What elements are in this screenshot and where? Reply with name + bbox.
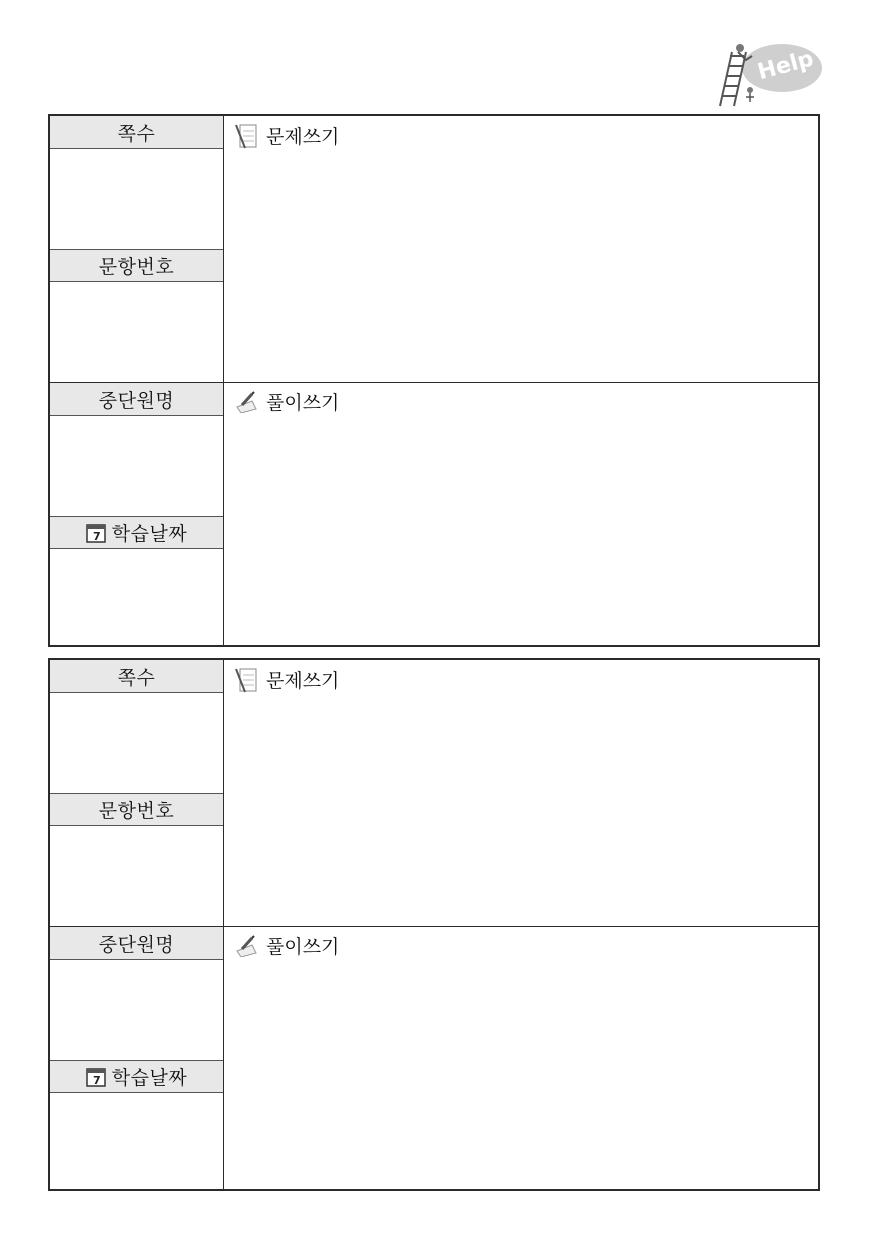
svg-text:7: 7 [92, 1073, 101, 1087]
info-column [50, 660, 224, 1189]
question-number-label [50, 793, 223, 826]
problem-section-title [234, 666, 339, 693]
problem-title-text: 문제쓰기 [266, 670, 340, 692]
question-number-label [50, 249, 223, 282]
study-date-label [50, 516, 223, 549]
notepad-icon [234, 123, 258, 149]
unit-name-label [50, 383, 223, 416]
pencil-paper-icon [234, 391, 258, 413]
svg-text:7: 7 [92, 529, 101, 543]
solution-section-title [234, 388, 339, 415]
info-column [50, 116, 224, 645]
ladder-help-logo [712, 40, 822, 110]
study-date-label-text: 학습날짜 [111, 1067, 188, 1089]
note-card [48, 658, 820, 1191]
problem-title-text: 문제쓰기 [266, 126, 340, 148]
page-label [50, 116, 223, 149]
study-date-label-text: 학습날짜 [111, 523, 188, 545]
calendar-icon [86, 523, 106, 543]
unit-name-label [50, 927, 223, 960]
unit-name-label-text: 중단원명 [98, 389, 175, 412]
page-label-text: 쪽수 [117, 666, 156, 689]
question-number-label-text: 문항번호 [98, 800, 175, 822]
solution-title-text: 풀이쓰기 [266, 936, 340, 958]
problem-section-title [234, 122, 339, 149]
svg-text:Help: Help [755, 46, 817, 86]
solution-title-text: 풀이쓰기 [266, 392, 340, 414]
calendar-icon [86, 1067, 106, 1087]
notepad-icon [234, 667, 258, 693]
unit-name-label-text: 중단원명 [98, 933, 175, 956]
study-date-label [50, 1060, 223, 1093]
page-label [50, 660, 223, 693]
solution-section-title [234, 932, 339, 959]
section-divider [224, 382, 818, 383]
question-number-label-text: 문항번호 [98, 256, 175, 278]
section-divider [224, 926, 818, 927]
pencil-paper-icon [234, 935, 258, 957]
page-label-text: 쪽수 [117, 122, 156, 145]
note-card [48, 114, 820, 647]
